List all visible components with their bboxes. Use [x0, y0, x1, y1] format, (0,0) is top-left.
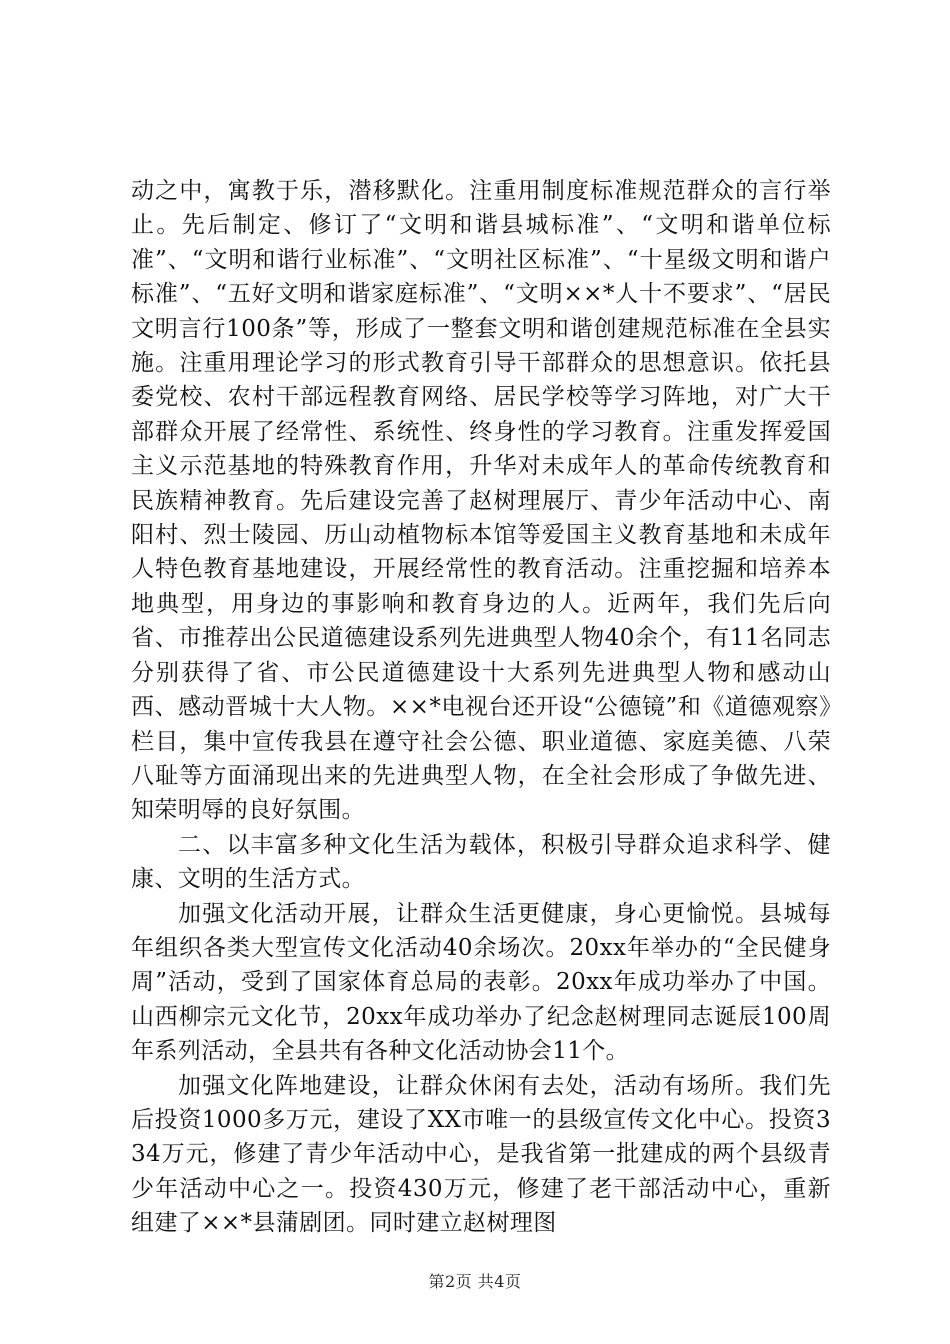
paragraph-4: 加强文化阵地建设，让群众休闲有去处，活动有场所。我们先后投资1000多万元，建设了XX市唯一的县级宣传文化中心。投资334万元，修建了青少年活动中心，是我省第一批建成的两个县级青少年活动中心之一。投资430万元，修建了老干部活动中心，重新组建了××*县蒲剧团。同时建立赵树理图: [131, 1072, 831, 1237]
paragraph-3: 加强文化活动开展，让群众生活更健康，身心更愉悦。县城每年组织各类大型宣传文化活动40余场次。20xx年举办的“全民健身周”活动，受到了国家体育总局的表彰。20xx年成功举办了中国。山西柳宗元文化节，20xx年成功举办了纪念赵树理同志诞辰100周年系列活动，全县共有各种文化活动协会11个。: [131, 900, 831, 1065]
paragraph-2-heading: 二、以丰富多种文化生活为载体，积极引导群众追求科学、健康、文明的生活方式。: [131, 831, 831, 893]
page-footer: 第2页 共4页: [428, 1272, 522, 1291]
document-body: [131, 174, 831, 1241]
paragraph-1: 动之中，寓教于乐，潜移默化。注重用制度标准规范群众的言行举止。先后制定、修订了“文明和谐县城标准”、“文明和谐单位标准”、“文明和谐行业标准”、“文明社区标准”、“十星级文明和谐户标准”、“五好文明和谐家庭标准”、“文明××*人十不要求”、“居民文明言行100条”等，形成了一整套文明和谐创建规范标准在全县实施。注重用理论学习的形式教育引导干部群众的思想意识。依托县委党校、农村干部远程教育网络、居民学校等学习阵地，对广大干部群众开展了经常性、系统性、终身性的学习教育。注重发挥爱国主义示范基地的特殊教育作用，升华对未成年人的革命传统教育和民族精神教育。先后建设完善了赵树理展厅、青少年活动中心、南阳村、烈士陵园、历山动植物标本馆等爱国主义教育基地和未成年人特色教育基地建设，开展经常性的教育活动。注重挖掘和培养本地典型，用身边的事影响和教育身边的人。近两年，我们先后向省、市推荐出公民道德建设系列先进典型人物40余个，有11名同志分别获得了省、市公民道德建设十大系列先进典型人物和感动山西、感动晋城十大人物。××*电视台还开设“公德镜”和《道德观察》栏目，集中宣传我县在遵守社会公德、职业道德、家庭美德、八荣八耻等方面涌现出来的先进典型人物，在全社会形成了争做先进、知荣明辱的良好氛围。: [131, 178, 831, 824]
